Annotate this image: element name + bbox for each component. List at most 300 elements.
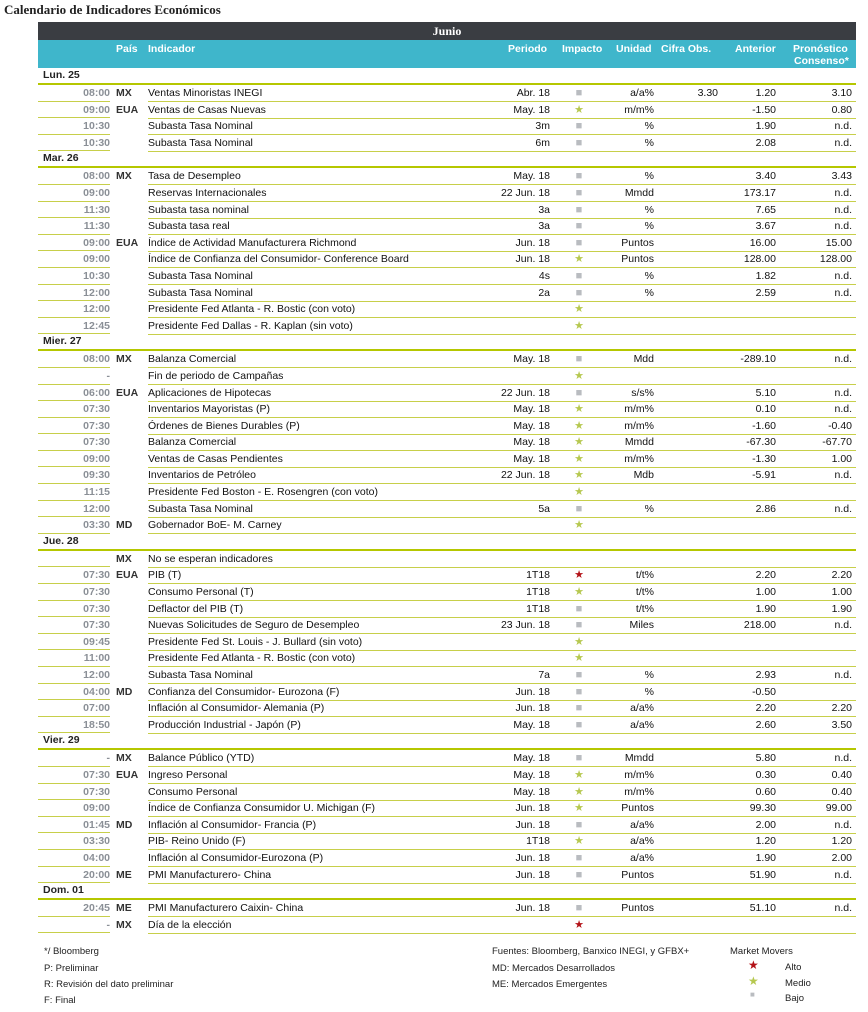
row-unit: %: [644, 120, 654, 133]
table-row: [38, 800, 856, 817]
row-time: 12:00: [83, 669, 110, 681]
row-country: MX: [116, 87, 132, 99]
col-indicador: Indicador: [148, 43, 196, 55]
row-country: ME: [116, 902, 132, 915]
table-row: [38, 102, 856, 119]
row-indicator: Índice de Confianza Consumidor U. Michigan (F): [148, 802, 376, 815]
impact-high-icon: ★: [574, 569, 584, 582]
row-previous: -67.30: [746, 436, 776, 449]
row-forecast: 3.10: [831, 87, 852, 99]
page-title: Calendario de Indicadores Económicos: [4, 2, 221, 17]
row-indicator: Consumo Personal (T): [148, 586, 254, 599]
table-row: [38, 784, 856, 801]
row-forecast: n.d.: [834, 353, 852, 366]
row-indicator: Subasta tasa real: [148, 220, 230, 233]
row-period: 1T18: [526, 586, 550, 599]
row-time: 07:30: [83, 436, 110, 449]
row-indicator: Ingreso Personal: [148, 768, 228, 781]
row-unit: m/m%: [624, 768, 654, 781]
row-forecast: n.d.: [834, 403, 852, 416]
row-indicator-cell: [148, 135, 856, 152]
table-row: [38, 584, 856, 601]
table-row: [38, 850, 856, 867]
table-row: [38, 517, 856, 534]
row-indicator-cell: [148, 667, 856, 684]
row-country: EUA: [116, 236, 139, 249]
row-forecast: 2.20: [831, 702, 852, 715]
row-period: Jun. 18: [515, 253, 550, 266]
row-indicator: Subasta Tasa Nominal: [148, 136, 253, 149]
row-indicator-cell: [148, 650, 856, 667]
row-unit: Mmdd: [624, 436, 654, 449]
row-unit: a/a%: [630, 818, 654, 831]
row-country: MX: [116, 752, 132, 765]
impact-low-icon: ■: [575, 186, 583, 199]
row-time: 07:30: [83, 602, 110, 615]
row-forecast: n.d.: [834, 186, 852, 199]
row-indicator-cell: [148, 750, 856, 767]
row-period: 3a: [538, 203, 550, 216]
row-time: 11:15: [83, 486, 110, 499]
row-forecast: n.d.: [834, 868, 852, 881]
row-unit: %: [644, 669, 654, 681]
table-row: [38, 501, 856, 518]
row-indicator-cell: [148, 301, 856, 318]
row-indicator: Deflactor del PIB (T): [148, 602, 244, 615]
row-time: 09:00: [83, 103, 110, 116]
row-time: 11:30: [83, 220, 110, 233]
row-period: Jun. 18: [515, 902, 550, 915]
row-time: 20:45: [83, 902, 110, 915]
impact-low-icon: ■: [575, 718, 583, 731]
row-observed: 3.30: [697, 87, 718, 99]
column-headers: [38, 40, 856, 68]
note-preliminar: P: Preliminar: [44, 963, 99, 974]
row-previous: -0.50: [752, 685, 776, 698]
table-row: [38, 700, 856, 717]
row-time: 07:30: [83, 569, 110, 582]
day-header: Mier. 27: [38, 334, 856, 351]
impact-low-icon: ■: [575, 619, 583, 632]
row-unit: Miles: [629, 619, 654, 632]
row-period: Jun. 18: [515, 868, 550, 881]
row-previous: 1.90: [755, 120, 776, 133]
row-time: 07:30: [83, 785, 110, 798]
row-time: 20:00: [83, 868, 110, 881]
row-indicator: Balance Público (YTD): [148, 752, 255, 765]
row-indicator: Subasta tasa nominal: [148, 203, 249, 216]
row-time: 07:30: [83, 586, 110, 599]
row-indicator: Subasta Tasa Nominal: [148, 269, 253, 282]
row-forecast: 1.00: [831, 452, 852, 465]
impact-medium-icon: ★: [574, 835, 584, 848]
legend-medio: Medio: [785, 978, 811, 989]
row-indicator: Confianza del Consumidor- Eurozona (F): [148, 685, 340, 698]
row-period: May. 18: [513, 403, 550, 416]
row-indicator-cell: [148, 484, 856, 501]
note-fuentes: Fuentes: Bloomberg, Banxico INEGI, y GFBX+: [492, 946, 690, 957]
table-row: [38, 817, 856, 834]
row-country: EUA: [116, 569, 139, 582]
row-time: 12:00: [83, 303, 110, 316]
row-indicator: Órdenes de Bienes Durables (P): [148, 419, 300, 432]
row-indicator: PMI Manufacturero- China: [148, 868, 272, 881]
row-indicator-cell: [148, 551, 856, 568]
row-indicator: PMI Manufacturero Caixin- China: [148, 902, 304, 915]
row-forecast: n.d.: [834, 136, 852, 149]
row-time: 07:30: [83, 619, 110, 632]
row-forecast: n.d.: [834, 669, 852, 681]
impact-medium-icon: ★: [574, 785, 584, 798]
row-time: 09:00: [83, 236, 110, 249]
row-indicator-cell: [148, 717, 856, 734]
table-row: [38, 418, 856, 435]
row-unit: m/m%: [624, 403, 654, 416]
row-period: May. 18: [513, 436, 550, 449]
row-indicator: Día de la elección: [148, 918, 232, 931]
table-row: [38, 833, 856, 850]
row-previous: 2.00: [755, 818, 776, 831]
row-indicator: Producción Industrial - Japón (P): [148, 718, 301, 731]
row-indicator-cell: [148, 202, 856, 219]
row-indicator-cell: [148, 850, 856, 867]
row-indicator-cell: [148, 85, 856, 102]
row-country: EUA: [116, 386, 139, 399]
row-previous: 2.08: [755, 136, 776, 149]
impact-medium-icon: ★: [574, 802, 584, 815]
row-previous: 7.65: [755, 203, 776, 216]
row-unit: Puntos: [621, 253, 654, 266]
row-time: 04:00: [83, 851, 110, 864]
row-indicator: No se esperan indicadores: [148, 552, 273, 565]
row-indicator-cell: [148, 318, 856, 335]
row-previous: 1.90: [755, 602, 776, 615]
row-time: 10:30: [83, 120, 110, 133]
row-previous: 2.93: [755, 669, 776, 681]
row-period: May. 18: [513, 353, 550, 366]
row-forecast: 3.50: [831, 718, 852, 731]
row-indicator: Subasta Tasa Nominal: [148, 669, 253, 681]
row-previous: 2.20: [755, 569, 776, 582]
table-body: [38, 68, 856, 933]
row-previous: -289.10: [740, 353, 776, 366]
row-unit: m/m%: [624, 419, 654, 432]
impact-medium-icon: ★: [574, 635, 584, 648]
impact-medium-icon: ★: [574, 436, 584, 449]
row-time: 09:00: [83, 186, 110, 199]
row-unit: s/s%: [631, 386, 654, 399]
impact-low-icon: ■: [575, 170, 583, 183]
table-row: [38, 667, 856, 684]
row-period: May. 18: [513, 452, 550, 465]
row-indicator-cell: [148, 700, 856, 717]
impact-low-icon: ■: [575, 286, 583, 299]
row-previous: 0.30: [755, 768, 776, 781]
col-impacto: Impacto: [562, 43, 603, 55]
row-previous: 2.60: [755, 718, 776, 731]
row-forecast: 15.00: [825, 236, 852, 249]
impact-low-icon: ■: [575, 702, 583, 715]
col-cifra: Cifra Obs.: [661, 43, 712, 55]
row-country: MX: [116, 552, 132, 565]
row-indicator-cell: [148, 767, 856, 784]
month-header: Junio: [38, 22, 856, 40]
row-indicator-cell: [148, 917, 856, 934]
row-forecast: 0.80: [831, 103, 852, 116]
row-indicator-cell: [148, 118, 856, 135]
row-indicator: Inflación al Consumidor-Eurozona (P): [148, 851, 324, 864]
impact-low-icon: ■: [575, 602, 583, 615]
row-indicator: Presidente Fed Atlanta - R. Bostic (con voto): [148, 303, 356, 316]
row-period: Jun. 18: [515, 685, 550, 698]
row-forecast: n.d.: [834, 469, 852, 482]
note-md: MD: Mercados Desarrollados: [492, 963, 616, 974]
row-indicator: Índice de Actividad Manufacturera Richmond: [148, 236, 357, 249]
row-forecast: n.d.: [834, 752, 852, 765]
impact-low-icon: ■: [575, 502, 583, 515]
row-unit: m/m%: [624, 103, 654, 116]
row-indicator-cell: [148, 567, 856, 584]
row-unit: a/a%: [630, 851, 654, 864]
table-row: [38, 434, 856, 451]
impact-low-icon: ■: [575, 87, 583, 99]
row-unit: t/t%: [635, 569, 654, 582]
row-indicator: Subasta Tasa Nominal: [148, 120, 253, 133]
table-row: [38, 285, 856, 302]
impact-low-icon: ■: [575, 220, 583, 233]
table-row: [38, 118, 856, 135]
table-row: [38, 617, 856, 634]
row-period: 1T18: [526, 835, 550, 848]
row-indicator: Ventas Minoristas INEGI: [148, 87, 263, 99]
note-final: F: Final: [44, 995, 76, 1006]
note-bloomberg: */ Bloomberg: [44, 946, 99, 957]
row-forecast: n.d.: [834, 286, 852, 299]
row-time: 18:50: [83, 718, 110, 731]
row-period: 7a: [538, 669, 550, 681]
row-previous: -1.50: [752, 103, 776, 116]
row-country: MD: [116, 519, 133, 532]
row-previous: 1.82: [755, 269, 776, 282]
table-row: [38, 185, 856, 202]
day-header: Jue. 28: [38, 534, 856, 551]
row-forecast: n.d.: [834, 619, 852, 632]
row-time: 12:00: [83, 502, 110, 515]
impact-low-icon: ■: [575, 203, 583, 216]
row-indicator-cell: [148, 268, 856, 285]
row-indicator: Presidente Fed St. Louis - J. Bullard (sin voto): [148, 635, 363, 648]
row-period: 1T18: [526, 602, 550, 615]
row-period: 5a: [538, 502, 550, 515]
table-row: [38, 717, 856, 734]
table-row: [38, 202, 856, 219]
row-indicator: Inventarios Mayoristas (P): [148, 403, 270, 416]
row-indicator: Inflación al Consumidor- Francia (P): [148, 818, 317, 831]
table-row: [38, 601, 856, 618]
row-indicator-cell: [148, 634, 856, 651]
impact-low-icon: ■: [575, 269, 583, 282]
row-indicator-cell: [148, 517, 856, 534]
row-indicator-cell: [148, 833, 856, 850]
table-row: [38, 168, 856, 185]
row-forecast: 99.00: [825, 802, 852, 815]
row-time: 12:45: [83, 319, 110, 332]
table-row: [38, 318, 856, 335]
row-period: May. 18: [513, 419, 550, 432]
impact-medium-icon: ★: [574, 768, 584, 781]
row-time: 10:30: [83, 269, 110, 282]
row-period: 23 Jun. 18: [500, 619, 550, 632]
row-indicator: Inflación al Consumidor- Alemania (P): [148, 702, 325, 715]
table-row: [38, 401, 856, 418]
row-indicator-cell: [148, 218, 856, 235]
row-time: 03:30: [83, 519, 110, 532]
row-unit: Mmdd: [624, 752, 654, 765]
row-country: ME: [116, 868, 132, 881]
row-time: 11:00: [83, 652, 110, 665]
row-unit: t/t%: [635, 602, 654, 615]
row-country: MX: [116, 353, 132, 366]
row-forecast: -0.40: [828, 419, 852, 432]
row-previous: 0.10: [755, 403, 776, 416]
legend-bajo: Bajo: [785, 993, 805, 1004]
row-forecast: n.d.: [834, 269, 852, 282]
row-forecast: 0.40: [831, 768, 852, 781]
impact-low-icon: ■: [575, 386, 583, 399]
row-time: 09:00: [83, 452, 110, 465]
table-row: [38, 634, 856, 651]
row-unit: Puntos: [621, 868, 654, 881]
row-time: -: [106, 752, 110, 765]
row-previous: 173.17: [743, 186, 776, 199]
table-row: [38, 767, 856, 784]
row-indicator: Índice de Confianza del Consumidor- Conference Board: [148, 253, 409, 266]
impact-low-icon: ■: [575, 752, 583, 765]
row-previous: 2.59: [755, 286, 776, 299]
row-period: May. 18: [513, 768, 550, 781]
impact-medium-icon: ★: [574, 303, 584, 316]
row-country: MX: [116, 918, 132, 931]
col-periodo: Periodo: [508, 43, 548, 55]
row-forecast: 1.00: [831, 586, 852, 599]
row-previous: 16.00: [749, 236, 776, 249]
row-indicator-cell: [148, 102, 856, 119]
row-previous: 5.10: [755, 386, 776, 399]
row-time: 04:00: [83, 685, 110, 698]
row-unit: t/t%: [635, 586, 654, 599]
row-previous: 3.67: [755, 220, 776, 233]
impact-medium-icon: ★: [574, 486, 584, 499]
col-unidad: Unidad: [616, 43, 652, 55]
row-country: MX: [116, 170, 132, 183]
row-period: May. 18: [513, 785, 550, 798]
impact-medium-icon: ★: [574, 319, 584, 332]
day-header: Lun. 25: [38, 68, 856, 85]
row-period: May. 18: [513, 103, 550, 116]
row-indicator-cell: [148, 684, 856, 701]
row-time: 12:00: [83, 286, 110, 299]
row-unit: %: [644, 269, 654, 282]
day-header: Vier. 29: [38, 733, 856, 750]
row-period: Jun. 18: [515, 802, 550, 815]
col-pronostico: Pronóstico: [793, 43, 848, 55]
row-previous: 2.86: [755, 502, 776, 515]
row-indicator: Nuevas Solicitudes de Seguro de Desempleo: [148, 619, 360, 632]
legend-medio-icon: ★: [748, 974, 759, 988]
row-indicator: Fin de periodo de Campañas: [148, 369, 284, 382]
row-time: 11:30: [83, 203, 110, 216]
impact-low-icon: ■: [575, 902, 583, 915]
row-time: 07:30: [83, 768, 110, 781]
row-previous: 1.90: [755, 851, 776, 864]
impact-low-icon: ■: [575, 868, 583, 881]
row-time: 08:00: [83, 170, 110, 183]
table-row: [38, 385, 856, 402]
impact-low-icon: ■: [575, 236, 583, 249]
impact-high-icon: ★: [574, 918, 584, 931]
row-time: 09:00: [83, 802, 110, 815]
row-time: 09:45: [83, 635, 110, 648]
row-forecast: n.d.: [834, 120, 852, 133]
row-indicator: Balanza Comercial: [148, 436, 237, 449]
impact-low-icon: ■: [575, 818, 583, 831]
impact-medium-icon: ★: [574, 469, 584, 482]
row-period: Jun. 18: [515, 851, 550, 864]
row-forecast: n.d.: [834, 902, 852, 915]
row-indicator: Tasa de Desempleo: [148, 170, 241, 183]
table-row: [38, 900, 856, 917]
table-row: [38, 484, 856, 501]
table-row: [38, 251, 856, 268]
row-indicator-cell: [148, 368, 856, 385]
impact-low-icon: ■: [575, 685, 583, 698]
impact-medium-icon: ★: [574, 519, 584, 532]
row-period: 22 Jun. 18: [500, 186, 550, 199]
row-unit: %: [644, 220, 654, 233]
legend-alto-icon: ★: [748, 958, 759, 972]
row-previous: 2.20: [755, 702, 776, 715]
row-unit: Puntos: [621, 236, 654, 249]
row-forecast: 0.40: [831, 785, 852, 798]
legend-title: Market Movers: [730, 946, 793, 957]
legend-alto: Alto: [785, 962, 802, 973]
row-previous: 51.10: [749, 902, 776, 915]
row-forecast: n.d.: [834, 203, 852, 216]
row-indicator: Consumo Personal: [148, 785, 238, 798]
table-row: [38, 567, 856, 584]
row-previous: -1.60: [752, 419, 776, 432]
table-row: [38, 368, 856, 385]
table-row: [38, 467, 856, 484]
row-previous: 51.90: [749, 868, 776, 881]
col-consenso: Consenso*: [794, 55, 849, 67]
row-forecast: -67.70: [822, 436, 852, 449]
row-unit: Mmdd: [624, 186, 654, 199]
impact-low-icon: ■: [575, 136, 583, 149]
row-period: May. 18: [513, 718, 550, 731]
table-row: [38, 301, 856, 318]
table-row: [38, 351, 856, 368]
row-time: 03:30: [83, 835, 110, 848]
impact-low-icon: ■: [575, 851, 583, 864]
row-country: EUA: [116, 103, 139, 116]
row-time: 08:00: [83, 87, 110, 99]
row-previous: 128.00: [743, 253, 776, 266]
row-previous: 99.30: [749, 802, 776, 815]
row-forecast: 1.20: [831, 835, 852, 848]
row-unit: %: [644, 203, 654, 216]
table-row: [38, 235, 856, 252]
